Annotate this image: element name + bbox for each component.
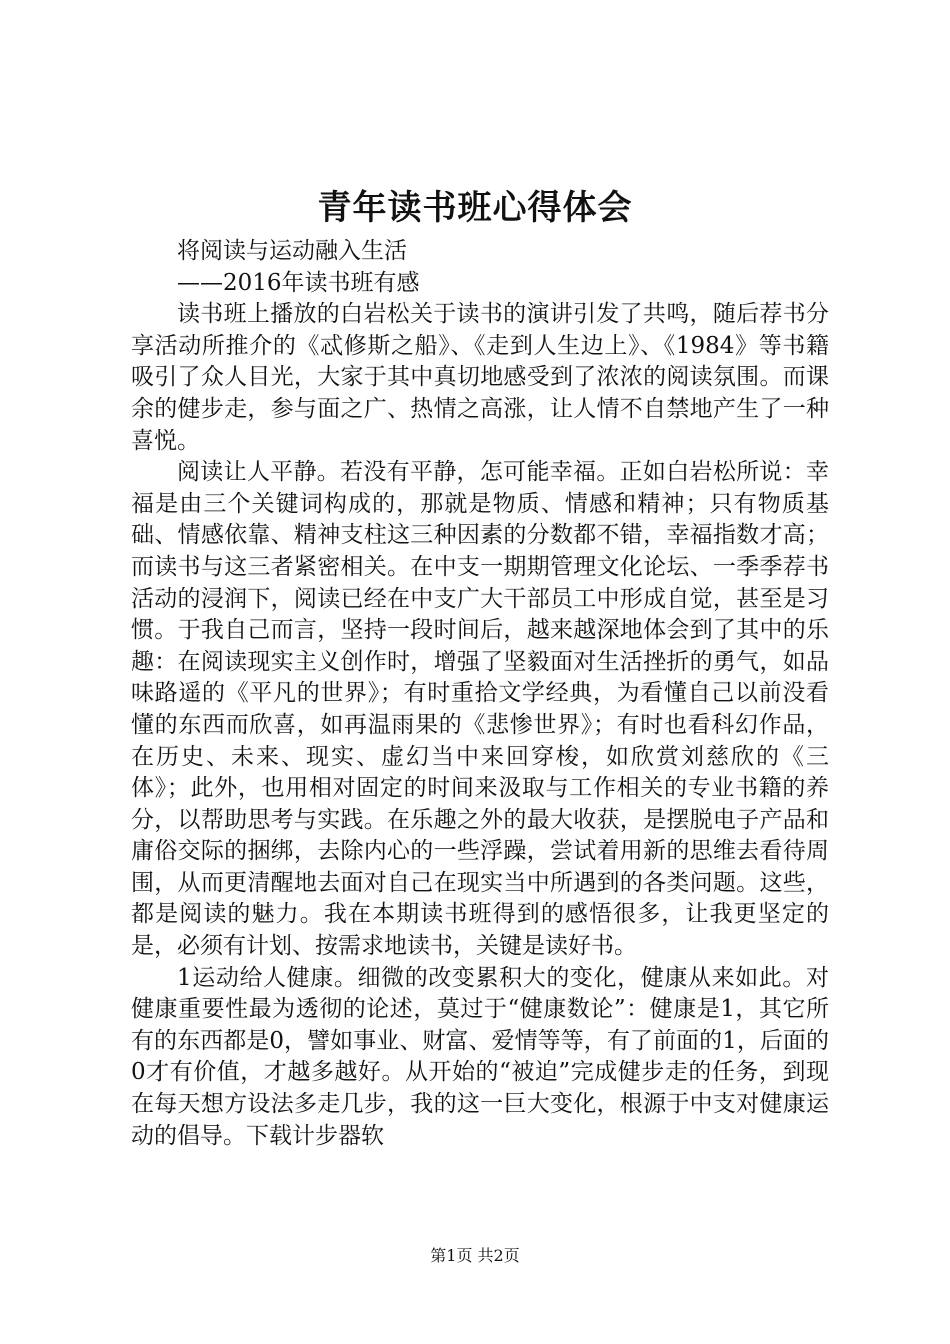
- body-paragraph: 阅读让人平静。若没有平静，怎可能幸福。正如白岩松所说：幸福是由三个关键词构成的，那就是物质、情感和精神；只有物质基础、情感依靠、精神支柱这三种因素的分数都不错，幸福指数才高；而读书与这三者紧密相关。在中支一期期管理文化论坛、一季季荐书活动的浸润下，阅读已经在中支广大干部员工中形成自觉，甚至是习惯。于我自己而言，坚持一段时间后，越来越深地体会到了其中的乐趣：在阅读现实主义创作时，增强了坚毅面对生活挫折的勇气，如品味路遥的《平凡的世界》；有时重拾文学经典，为看懂自己以前没看懂的东西而欣喜，如再温雨果的《悲惨世界》；有时也看科幻作品，在历史、未来、现实、虚幻当中来回穿梭，如欣赏刘慈欣的《三体》；此外，也用相对固定的时间来汲取与工作相关的专业书籍的养分，以帮助思考与实践。在乐趣之外的最大收获，是摆脱电子产品和庸俗交际的捆绑，去除内心的一些浮躁，尝试着用新的思维去看待周围，从而更清醒地去面对自己在现实当中所遇到的各类问题。这些，都是阅读的魅力。我在本期读书班得到的感悟很多，让我更坚定的是，必须有计划、按需求地读书，关键是读好书。: [131, 459, 829, 960]
- document-body: [131, 236, 829, 1152]
- document-title: 青年读书班心得体会: [317, 188, 633, 228]
- subtitle-line: 将阅读与运动融入生活: [177, 238, 407, 264]
- page-number-footer: 第1页 共2页: [430, 1246, 520, 1265]
- subtitle-line: ——2016年读书班有感: [177, 269, 420, 296]
- body-paragraph: 读书班上播放的白岩松关于读书的演讲引发了共鸣，随后荐书分享活动所推介的《忒修斯之船》、《走到人生边上》、《1984》等书籍吸引了众人目光，大家于其中真切地感受到了浓浓的阅读氛围。而课余的健步走，参与面之广、热情之高涨，让人情不自禁地产生了一种喜悦。: [131, 301, 829, 454]
- body-paragraph: 1运动给人健康。细微的改变累积大的变化，健康从来如此。对健康重要性最为透彻的论述，莫过于“健康数论”：健康是1，其它所有的东西都是0，譬如事业、财富、爱情等等，有了前面的1，后面的0才有价值，才越多越好。从开始的“被迫”完成健步走的任务，到现在每天想方设法多走几步，我的这一巨大变化，根源于中支对健康运动的倡导。下载计步器软: [131, 964, 829, 1149]
